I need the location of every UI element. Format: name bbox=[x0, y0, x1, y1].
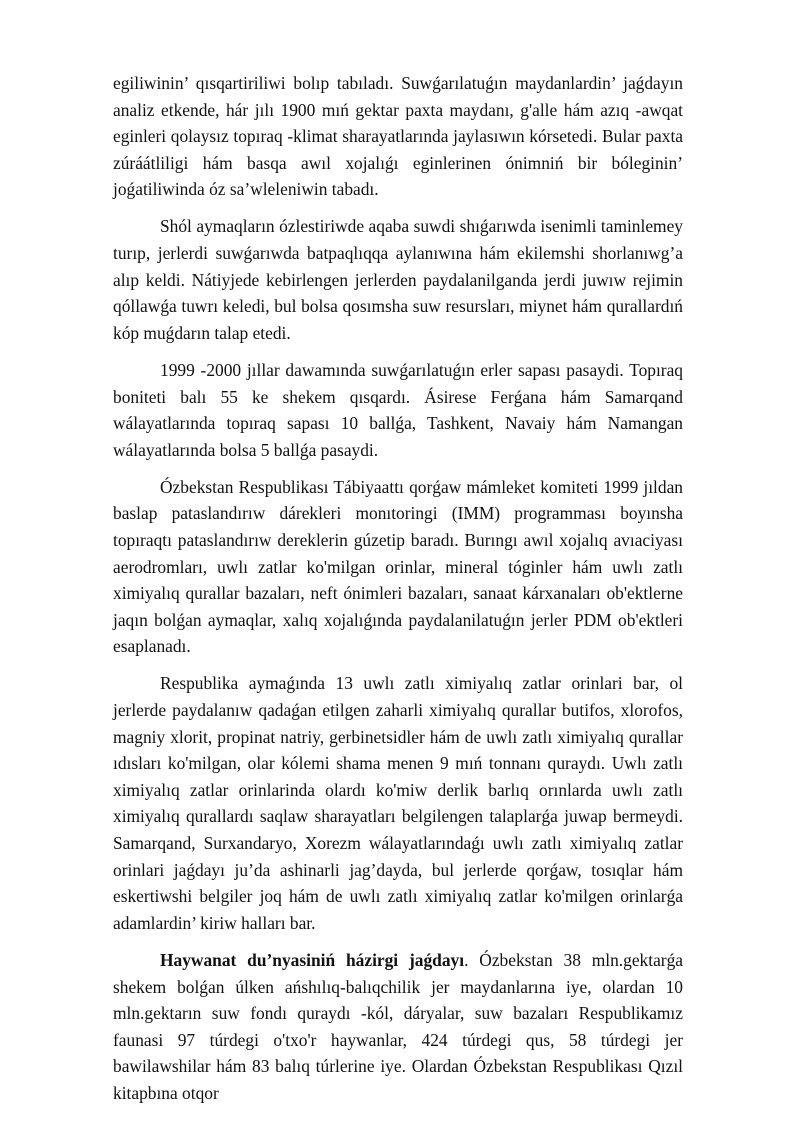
paragraph-3: 1999 -2000 jıllar dawamında suwǵarılatuǵın erler sapası pasaydi. Topıraq boniteti balı 55 ke shekem qısqardı. Ásirese Ferǵana hám Samarqand wálayatlarında topıraq sapası 10 ballǵa, Tashkent, Navaiy hám Namangan wálayatlarında bolsa 5 ballǵa pasaydi. bbox=[113, 359, 683, 460]
paragraph-2: Shól aymaqların ózlestiriwde aqaba suwdi shıǵarıwda isenimli taminlemey turıp, jerlerdi suwǵarıwda batpaqlıqqa aylanıwına hám ekilemshi shorlanıwg’a alıp keldi. Nátiyjede kebirlengen jerlerden paydalanilganda jerdi juwıw rejimin qóllawǵa tuwrı keledi, bul bolsa qosımsha suw resursları, miynet hám qurallardıń kóp muǵdarın talap etedi. bbox=[113, 216, 683, 343]
paragraph-4: Ózbekstan Respublikası Tábiyaattı qorǵaw mámleket komiteti 1999 jıldan baslap pataslandırıw dárekleri monıtoringi (IMM) programması boyınsha topıraqtı pataslandırıw dereklerin gúzetip baradı. Burıngı awıl xojalıq avıaciyası aerodromları, uwlı zatlar ko'milgan orinlar, mineral tóginler hám uwlı zatlı ximiyalıq qurallar bazaları, neft ónimleri bazaları, sanaat kárxanaları ob'ektlerne jaqın bolǵan aymaqlar, xalıq xojalıǵında paydalanilatuǵın jerler PDM ob'ektleri esaplanadı. bbox=[113, 476, 683, 657]
section-heading: Haywanat du’nyasiniń házirgi jaǵdayı bbox=[160, 949, 465, 970]
paragraph-6-text: Ózbekstan 38 mln.gektarǵa shekem bolǵan úlken ańshılıq-balıqchilik jer maydanlarına iye, olardan 10 mln.gektarın suw fondı quraydı -kól, dáryalar, suw bazaları Respublikamız faunasi 97 túrdegi o'txo'r haywanlar, 424 túrdegi qus, 58 túrdegi jer bawilawshilar hám 83 balıq túrlerine iye. Olardan Ózbekstan Respublikası Qızıl kitapbına otqor bbox=[113, 949, 683, 1103]
section-heading-period: . bbox=[464, 949, 469, 970]
paragraph-6 bbox=[113, 947, 683, 1107]
paragraph-5: Respublika aymaǵında 13 uwlı zatlı ximiyalıq zatlar orinlari bar, ol jerlerde paydalanıw qadaǵan etilgen zaharli ximiyalıq qurallar butifos, xlorofos, magniy xlorit, propinat natriy, gerbinetsidler hám de uwlı zatlı ximiyalıq qurallar ıdısları ko'milgan, olar kólemi shama menen 9 mıń tonnanı quraydı. Uwlı zatlı ximiyalıq zatlar orinlarinda olardı ko'miw derlik barlıq orınlarda uwlı zatlı ximiyalıq qurallardı saqlaw sharayatları belgilengen talaplarǵa juwap bermeydi. Samarqand, Surxandaryo, Xorezm wálayatlarındaǵı uwlı zatlı ximiyalıq zatlar orinlari jaǵdayı ju’da ashinarli jag’dayda, bul jerlerde qorǵaw, tosıqlar hám eskertiwshi belgiler joq hám de uwlı zatlı ximiyalıq zatlar ko'milgen orinlarǵa adamlardin’ kiriw halları bar. bbox=[113, 673, 683, 933]
document-body bbox=[113, 70, 683, 1117]
paragraph-1: egiliwinin’ qısqartiriliwi bolıp tabıladı. Suwǵarılatuǵın maydanlardin’ jaǵdayın analiz etkende, hár jılı 1900 mıń gektar paxta maydanı, g'alle hám azıq -awqat eginleri qolaysız topıraq -klimat sharayatlarında jaylasıwın kórsetedi. Bular paxta zúráátliligi hám basqa awıl xojalıǵı eginlerinen ónimniń bir bóleginin’ joǵatiliwinda óz sa’wleleniwin tabadı. bbox=[113, 73, 683, 200]
